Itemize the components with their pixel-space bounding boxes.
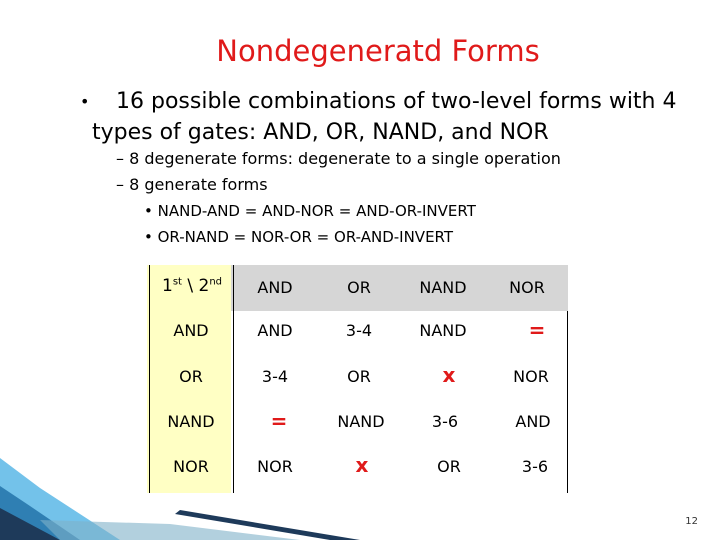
table-row-label: AND xyxy=(173,321,209,340)
main-bullet-line1: 16 possible combinations of two-level forms with 4 xyxy=(116,89,677,114)
table-row-label: NOR xyxy=(173,457,209,476)
table-cell: NOR xyxy=(257,457,293,476)
subsub-bullet-nand-and: • NAND-AND = AND-NOR = AND-OR-INVERT xyxy=(144,202,476,220)
table-cell: OR xyxy=(347,367,371,386)
table-cell-equal: = xyxy=(528,318,546,342)
table-header-cell: NOR xyxy=(509,278,545,297)
table-corner-cell: 1st \ 2nd xyxy=(161,276,223,296)
table-cell: NAND xyxy=(419,321,467,340)
table-cell: AND xyxy=(515,412,551,431)
sub-bullet-generate: – 8 generate forms xyxy=(116,175,268,194)
table-cell-x: x xyxy=(355,453,369,477)
bullet-dot: • xyxy=(80,92,90,111)
page-number: 12 xyxy=(685,516,698,527)
table-cell-equal: = xyxy=(270,409,288,433)
table-cell-x: x xyxy=(442,363,456,387)
sub-bullet-degenerate: – 8 degenerate forms: degenerate to a single operation xyxy=(116,149,561,168)
table-cell: 3-6 xyxy=(521,457,549,476)
slide-title: Nondegeneratd Forms xyxy=(216,34,540,68)
table-cell: 3-4 xyxy=(345,321,373,340)
slide-decoration xyxy=(0,450,720,540)
table-cell: OR xyxy=(437,457,461,476)
table-cell: NOR xyxy=(513,367,549,386)
table-header-cell: OR xyxy=(347,278,371,297)
table-cell: 3-6 xyxy=(431,412,459,431)
decoration-streak xyxy=(40,520,300,540)
table-row-label: NAND xyxy=(167,412,215,431)
main-bullet-line2: types of gates: AND, OR, NAND, and NOR xyxy=(92,120,549,145)
table-cell: AND xyxy=(257,321,293,340)
table-cell: NAND xyxy=(337,412,385,431)
table-row-label: OR xyxy=(179,367,203,386)
table-cell: 3-4 xyxy=(261,367,289,386)
subsub-bullet-or-nand: • OR-NAND = NOR-OR = OR-AND-INVERT xyxy=(144,228,454,246)
table-header-cell: NAND xyxy=(419,278,467,297)
table-header-cell: AND xyxy=(257,278,293,297)
